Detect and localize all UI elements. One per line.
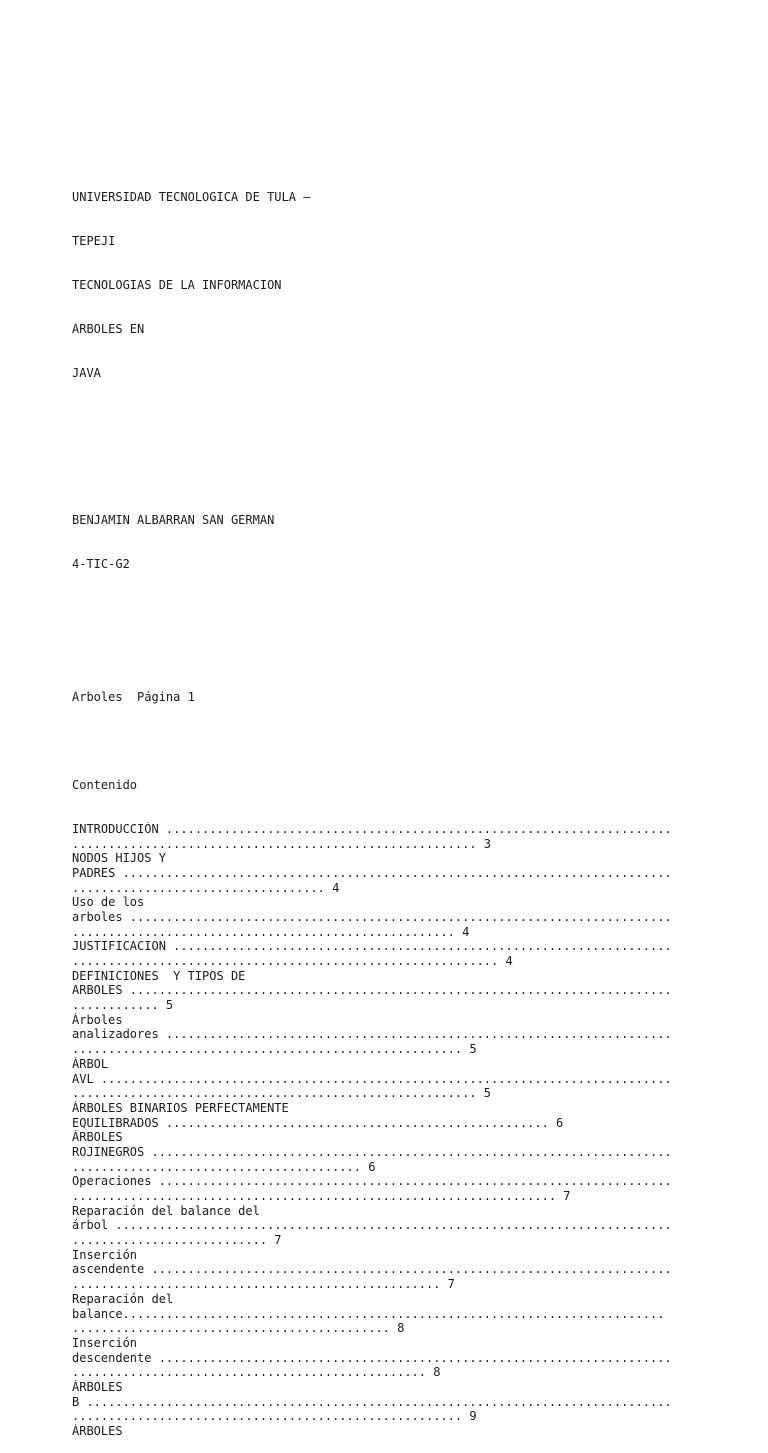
toc-entry[interactable] — [72, 969, 712, 1013]
institution-header — [72, 160, 712, 410]
toc-entry-line: Inserción — [72, 1247, 138, 1262]
header-line: TEPEJI — [72, 233, 116, 248]
toc-entry-line: ÁRBOLES — [72, 1424, 123, 1439]
header-line: ARBOLES EN — [72, 322, 145, 337]
toc-entry-line: JUSTIFICACION ..................................................................... — [72, 939, 672, 954]
toc-entry-line: ........................... 7 — [72, 1233, 282, 1248]
toc-entry[interactable] — [72, 939, 712, 968]
toc-entry-line: ................................................... 7 — [72, 1277, 455, 1292]
toc-entry[interactable] — [72, 1204, 712, 1248]
toc-entry-line: Uso de los — [72, 895, 145, 910]
toc-title: Contenido — [72, 777, 138, 792]
toc-entry-line: ........................................................ 5 — [72, 1086, 492, 1101]
author-block — [72, 484, 712, 602]
header-line: TECNOLOGIAS DE LA INFORMACION — [72, 278, 282, 292]
header-line: JAVA — [72, 366, 101, 381]
author-name: BENJAMIN ALBARRAN SAN GERMAN — [72, 513, 275, 528]
toc-entry-line: INTRODUCCIÓN ...................................................................... — [72, 821, 672, 836]
toc-entry[interactable] — [72, 851, 712, 895]
toc-entry-line: descendente ....................................................................... — [72, 1350, 672, 1365]
toc-entry-line: EQUILIBRADOS ..................................................... 6 — [72, 1115, 564, 1130]
toc-entry[interactable] — [72, 1292, 712, 1336]
toc-entry-line: ................................... 4 — [72, 880, 340, 895]
toc-entry-line: ÁRBOLES BINARIOS PERFECTAMENTE — [72, 1100, 289, 1115]
toc-entry-line: Operaciones ....................................................................... — [72, 1174, 672, 1189]
header-line: UNIVERSIDAD TECNOLOGICA DE TULA – — [72, 189, 311, 204]
spacer — [72, 631, 712, 660]
toc-entry-line: ........................................................ 3 — [72, 836, 492, 851]
table-of-contents — [72, 822, 712, 1439]
spacer — [72, 734, 712, 749]
toc-entry[interactable] — [72, 1380, 712, 1424]
toc-entry-line: B ................................................................................. — [72, 1394, 672, 1409]
toc-entry-line: ............................................ 8 — [72, 1321, 405, 1336]
toc-entry-line: árbol ............................................................................. — [72, 1218, 672, 1233]
toc-entry[interactable] — [72, 822, 712, 851]
toc-entry-line: ROJINEGROS ........................................................................ — [72, 1144, 672, 1159]
toc-entry-line: ........................................ 6 — [72, 1159, 376, 1174]
toc-entry-line: AVL ............................................................................... — [72, 1071, 672, 1086]
toc-entry-line: ...................................................... 5 — [72, 1042, 477, 1057]
toc-entry-line: Inserción — [72, 1335, 138, 1350]
toc-entry[interactable] — [72, 1336, 712, 1380]
toc-entry-line: PADRES ............................................................................ — [72, 865, 672, 880]
toc-entry-line: ............ 5 — [72, 998, 174, 1013]
toc-entry[interactable] — [72, 1013, 712, 1057]
running-header: Arboles Página 1 — [72, 689, 195, 704]
toc-entry-line: ...................................................... 9 — [72, 1409, 477, 1424]
toc-entry-line: arboles ........................................................................... — [72, 909, 672, 924]
author-group: 4-TIC-G2 — [72, 557, 130, 572]
toc-entry-line: ascendente ........................................................................ — [72, 1262, 672, 1277]
document-page — [72, 131, 712, 1453]
toc-entry[interactable] — [72, 1248, 712, 1292]
toc-entry[interactable] — [72, 1057, 712, 1101]
toc-entry-line: Reparación del balance del — [72, 1203, 260, 1218]
toc-entry-line: ..................................................... 4 — [72, 924, 470, 939]
toc-entry-line: ................................................. 8 — [72, 1365, 441, 1380]
toc-entry[interactable] — [72, 1174, 712, 1203]
toc-entry-line: balance........................................................................... — [72, 1306, 665, 1321]
toc-entry-line: DEFINICIONES Y TIPOS DE — [72, 968, 246, 983]
toc-entry-line: Árboles — [72, 1012, 123, 1027]
toc-entry-line: ................................................................... 7 — [72, 1189, 571, 1204]
toc-entry-line: ÁRBOLES — [72, 1130, 123, 1145]
toc-entry-line: ÁRBOL — [72, 1056, 109, 1071]
toc-entry-line: Reparación del — [72, 1291, 174, 1306]
toc-entry[interactable] — [72, 895, 712, 939]
toc-entry-line: ARBOLES ........................................................................... — [72, 983, 672, 998]
toc-entry-line: ÁRBOLES — [72, 1379, 123, 1394]
toc-entry-line: analizadores ...................................................................... — [72, 1027, 672, 1042]
spacer — [72, 440, 712, 455]
toc-entry[interactable] — [72, 1101, 712, 1130]
toc-entry[interactable] — [72, 1424, 712, 1439]
toc-entry-line: NODOS HIJOS Y — [72, 851, 166, 866]
toc-entry-line: ........................................................... 4 — [72, 954, 513, 969]
toc-entry[interactable] — [72, 1130, 712, 1174]
